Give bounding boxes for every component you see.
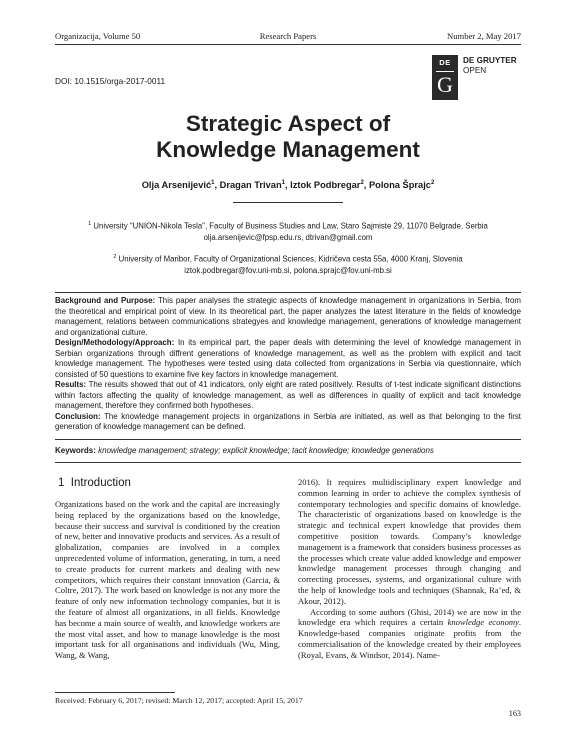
abstract-results — [55, 380, 521, 412]
affiliation-address: University "UNION-Nikola Tesla", Faculty of Business Studies and Law, Staro Sajmiste 29, 11070 Belgrade, Serbia — [93, 221, 488, 231]
affiliation-number: 2 — [113, 254, 117, 260]
doi: DOI: 10.1515/orga-2017-0011 — [55, 76, 166, 86]
author-name: Olja Arsenijević — [141, 180, 212, 191]
publisher-access: OPEN — [463, 66, 487, 75]
abstract-text: In its empirical part, the paper deals with determining the level of knowledge management in Serbian organizations through diffrent generations of knowledge management, as well as the problem with explicit and tacit knowledge management. The hypotheses were tested using data collected from organizations in Serbia via questionnaire, which consisted of 50 questions to examine five key factors in knowledge management. — [55, 338, 521, 379]
affiliation-emails: iztok.podbregar@fov.uni-mb.si, polona.sprajc@fov.uni-mb.si — [184, 265, 392, 275]
received-dates: Received: February 6, 2017; revised: March 12, 2017; accepted: April 15, 2017 — [55, 696, 303, 705]
abstract-rule-bottom — [55, 439, 521, 440]
affiliation-emails: olja.arsenijevic@fpsp.edu.rs, dtrivan@gmail.com — [203, 232, 373, 242]
section-heading — [58, 477, 131, 489]
body-column-left — [55, 499, 280, 661]
publisher-title: DE GRUYTER — [463, 56, 517, 65]
author-name: Polona Šprajc — [368, 180, 431, 191]
header-rule — [55, 44, 521, 45]
abstract-label: Design/Methodology/Approach: — [55, 338, 175, 347]
abstract-conclusion — [55, 412, 521, 433]
abstract-label: Results: — [55, 380, 87, 389]
keywords-rule — [55, 462, 521, 463]
affiliation-1 — [55, 219, 521, 243]
body-column-right — [298, 477, 521, 661]
abstract-text: The knowledge management projects in organizations in Serbia are initiated, as well as that belonging to the first generation of knowledge management can be defined. — [55, 411, 521, 431]
author-name: Dragan Trivan — [219, 180, 282, 191]
publisher-name — [463, 56, 517, 76]
author-list: Olja Arsenijević$^1$, Dragan Trivan$^1$, Iztok Podbregar$^2$, Polona Šprajc$^2$ — [141, 180, 435, 191]
keywords-text: knowledge management; strategy; explicit knowledge; tacit knowledge; knowledge generations — [98, 446, 434, 455]
page-number: 163 — [508, 709, 521, 718]
paragraph: 2016). It requires multidisciplinary expert knowledge and common learning in order to achieve the complex synthesis of contemporary technologies and specific domains of knowledge. The characteristic of organizations based on knowledge is the strategic and technical expert knowledge that provides them competitive position towards. Company’s knowledge management is a framework that considers business processes as the processes which create value added knowledge and empower knowledge management processes through changing and correcting processes, systems, and organizational culture with the help of knowledge tools and techniques (Shannak, Ra’ed, & Akour, 2012). — [298, 477, 521, 606]
author-affiliation: 2 — [360, 180, 364, 186]
keywords — [55, 446, 521, 455]
publisher-logo — [432, 55, 458, 100]
author-name: Iztok Podbregar — [290, 180, 361, 191]
paragraph-text: According to some authors (Ghisi, 2014) we are now in the knowledge era which requires a certain — [298, 606, 521, 628]
title-line-1: Strategic Aspect of — [185, 111, 391, 136]
affiliation-number: 1 — [88, 221, 92, 227]
abstract-text: The results showed that out of 41 indicators, only eight are rated positively. Results of t-test indicate significant distinctions within factors affecting the quality of knowledge management, as well as differences in quality of explicit and tacit knowledge management, therefore they confirmed both hypotheses. — [55, 380, 521, 410]
emphasis-text: knowledge economy — [447, 617, 519, 628]
issue-date: Number 2, May 2017 — [447, 31, 521, 41]
abstract-rule-top — [55, 292, 521, 293]
abstract-text: This paper analyses the strategic aspects of knowledge management in organizations in Serbia, from the theoretical and empirical point of view. In its theoretical part, the paper analyzes the latest literature in the fields of knowledge management, relations between communications strategyes and knowledge management, generations of knowledge management and organizational culture. — [55, 296, 521, 337]
keywords-label: Keywords: — [55, 446, 96, 455]
paper-title — [55, 111, 521, 163]
section-type: Research Papers — [259, 31, 317, 41]
author-affiliation: 1 — [281, 180, 285, 186]
logo-letters: DE — [439, 58, 451, 67]
journal-volume: Organizacija, Volume 50 — [55, 31, 141, 41]
author-affiliation: 2 — [430, 180, 435, 186]
abstract-design — [55, 338, 521, 380]
section-number: 1 — [58, 477, 65, 489]
affiliation-2 — [55, 252, 521, 276]
abstract — [55, 296, 521, 433]
affiliation-address: University of Maribor, Faculty of Organizational Sciences, Kidričeva cesta 55a, 4000 Kranj, Slovenia — [118, 254, 463, 264]
paragraph: Organizations based on the work and the capital are increasingly being replaced by the organizations based on the knowledge, because their success and survival is conditioned by the creation of new, better and innovative products and services. As a result of globalization, companies are involved in a complex unprecedented volume of information, generating, in turn, a need to create products for current markets and dealing with new competitors, which requires their constant innovation (Garcia, & Coltre, 2017). The work based on knowledge is not any more the feature of only new information technology companies, but it is the feature of almost all organizations, in all fields. Knowledge has become a main source of wealth, and knowledge workers are the most vital asset, and how to manage knowledge is the most important task for all organisations and individuals (Wu, Ming, Wang, & Wang, — [55, 499, 280, 661]
author-affiliation: 1 — [211, 180, 215, 186]
section-title: Introduction — [70, 477, 131, 489]
abstract-label: Conclusion: — [55, 411, 101, 421]
title-line-2: Knowledge Management — [156, 137, 420, 162]
footnote-rule — [55, 692, 175, 693]
logo-glyph: G — [437, 72, 453, 97]
abstract-background — [55, 296, 521, 338]
author-rule — [233, 202, 343, 203]
abstract-label: Background and Purpose: — [55, 296, 156, 305]
paragraph — [298, 607, 521, 661]
paragraph-text: . Knowledge-based companies originate profits from the commercialisation of the knowledge created by their employees (Royal, Evans, & Windsor, 2014). Name- — [298, 617, 522, 660]
